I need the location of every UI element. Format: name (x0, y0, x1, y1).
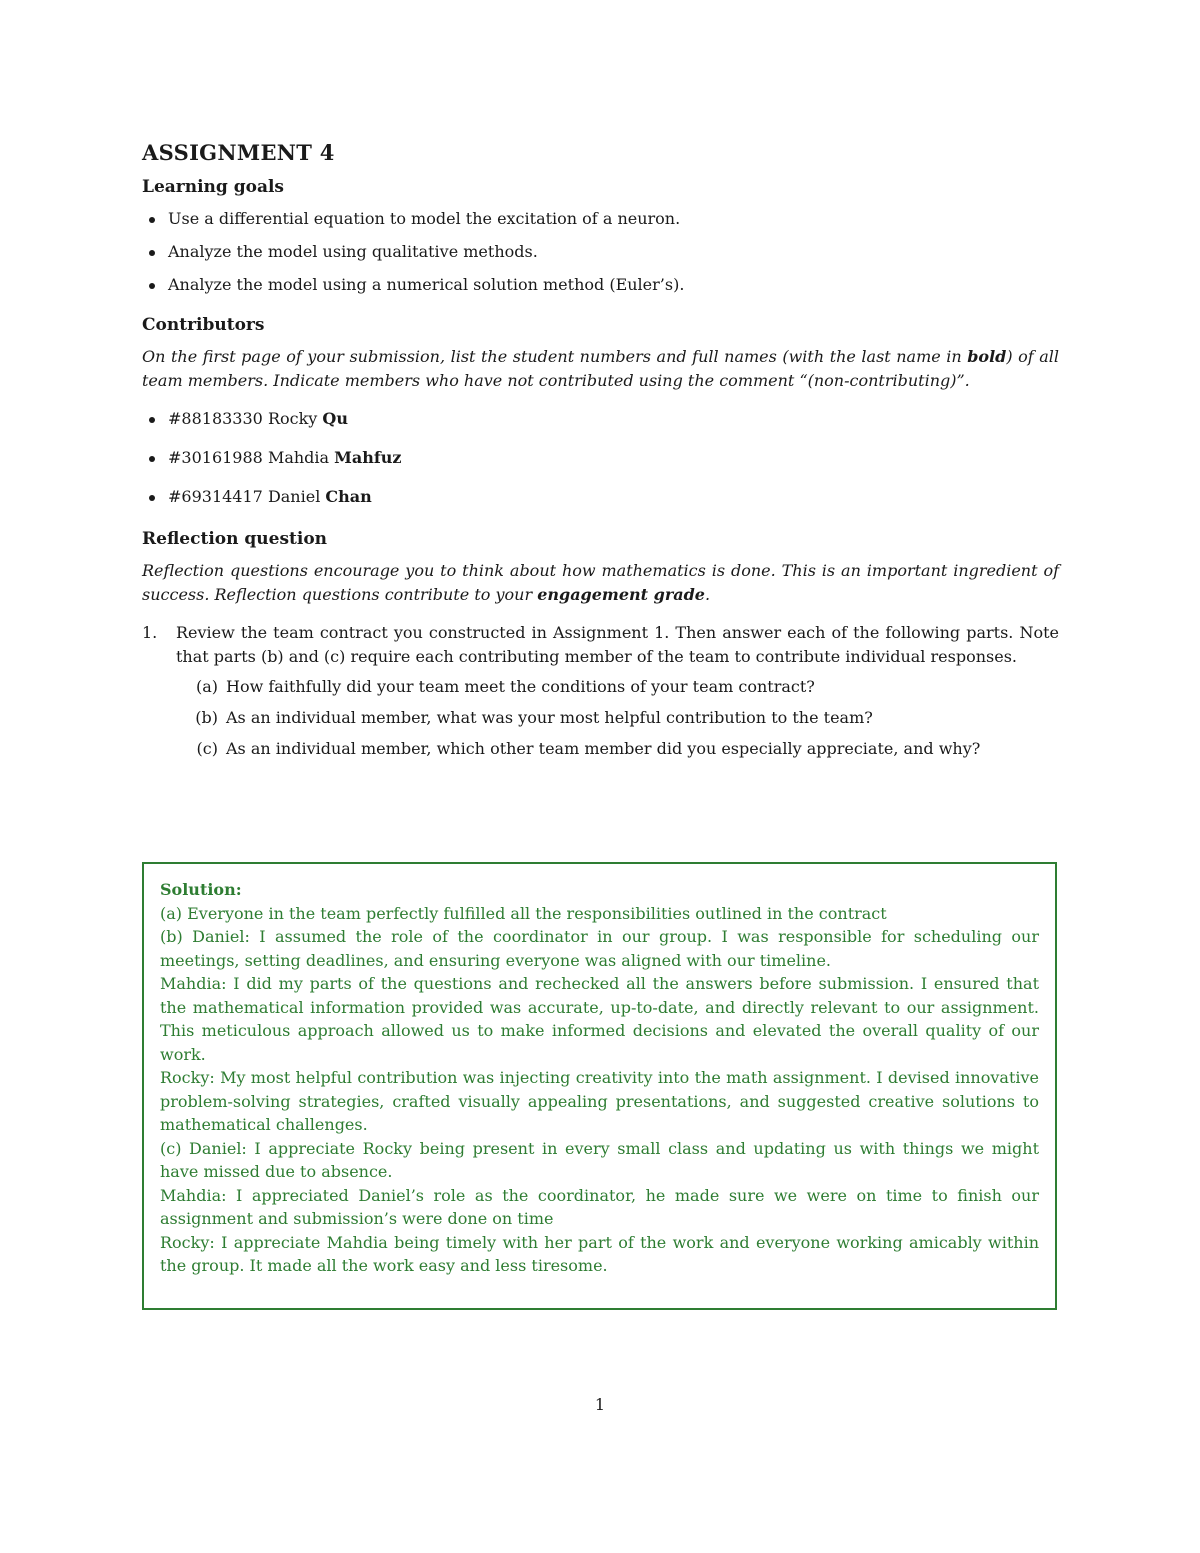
solution-line: (c) Daniel: I appreciate Rocky being present in every small class and updating us with things we might have missed due to absence. (160, 1138, 1039, 1181)
reflection-heading: Reflection question (142, 529, 328, 549)
reflection-intro (142, 559, 1059, 607)
solution-title: Solution: (160, 880, 242, 899)
question-number: 1. (142, 623, 158, 642)
solution-line: (b) Daniel: I assumed the role of the coordinator in our group. I was responsible for scheduling our meetings, setting deadlines, and ensuring everyone was aligned with our timeline. (160, 927, 1039, 970)
members-list (142, 407, 1059, 509)
contributors-heading: Contributors (142, 315, 265, 335)
question-subparts (176, 675, 1059, 761)
subpart-item (176, 737, 1059, 761)
question-item (142, 621, 1059, 768)
member-number: #30161988 (168, 448, 263, 467)
subpart-item (176, 675, 1059, 699)
instruction-text: ) of all team members. Indicate members who have not contributed using the comment “(non-contributing)”. (142, 347, 1059, 390)
learning-goal-item: Analyze the model using a numerical solution method (Euler’s). (168, 273, 1059, 297)
solution-line: Mahdia: I did my parts of the questions and rechecked all the answers before submission. I ensured that the mathematical information provided was accurate, up-to-date, and directly relevant to our assignment. This meticulous approach allowed us to make informed decisions and elevated the overall quality of our work. (160, 974, 1039, 1064)
assignment-title: ASSIGNMENT 4 (142, 140, 335, 165)
subpart-label: (c) (196, 739, 218, 758)
member-item (168, 446, 1059, 470)
member-number: #69314417 (168, 487, 263, 506)
member-item (168, 407, 1059, 431)
subpart-text: How faithfully did your team meet the conditions of your team contract? (226, 677, 815, 696)
learning-goal-item: Analyze the model using qualitative methods. (168, 240, 1059, 264)
question-body (176, 621, 1059, 768)
subpart-item (176, 706, 1059, 730)
member-first-name: Daniel (267, 487, 321, 506)
reflection-intro-text: Reflection questions encourage you to think about how mathematics is done. This is an important ingredient of success. Reflection questions contribute to your (142, 561, 1059, 604)
learning-goal-item: Use a differential equation to model the excitation of a neuron. (168, 207, 1059, 231)
member-item (168, 485, 1059, 509)
question-text: Review the team contract you constructed in Assignment 1. Then answer each of the following parts. Note that parts (b) and (c) require each contributing member of the team to contribute individual responses. (176, 623, 1059, 666)
subpart-label: (b) (195, 708, 218, 727)
member-last-name: Qu (322, 409, 348, 428)
page-number: 1 (594, 1395, 606, 1414)
member-first-name: Rocky (267, 409, 318, 428)
subpart-text: As an individual member, what was your most helpful contribution to the team? (226, 708, 873, 727)
subpart-text: As an individual member, which other team member did you especially appreciate, and why? (226, 739, 981, 758)
member-last-name: Mahfuz (334, 448, 402, 467)
member-first-name: Mahdia (267, 448, 330, 467)
instruction-bold-text: bold (967, 347, 1007, 366)
reflection-intro-bold: engagement grade (537, 585, 705, 604)
solution-line: Rocky: I appreciate Mahdia being timely with her part of the work and everyone working amicably within the group. It made all the work easy and less tiresome. (160, 1232, 1039, 1275)
instruction-text: On the first page of your submission, list the student numbers and full names (with the last name in (142, 347, 968, 366)
document-page (142, 140, 1059, 768)
solution-box (142, 862, 1057, 1310)
reflection-intro-text: . (704, 585, 711, 604)
subpart-label: (a) (195, 677, 218, 696)
solution-line: (a) Everyone in the team perfectly fulfilled all the responsibilities outlined in the contract (160, 903, 887, 923)
solution-line: Rocky: My most helpful contribution was injecting creativity into the math assignment. I devised innovative problem-solving strategies, crafted visually appealing presentations, and suggested creative solutions to mathematical challenges. (160, 1068, 1039, 1134)
member-last-name: Chan (325, 487, 372, 506)
learning-goals-list (142, 207, 1059, 297)
member-number: #88183330 (168, 409, 263, 428)
solution-line: Mahdia: I appreciated Daniel’s role as the coordinator, he made sure we were on time to finish our assignment and submission’s were done on time (160, 1185, 1039, 1228)
learning-goals-heading: Learning goals (142, 177, 284, 197)
contributors-instruction (142, 345, 1059, 393)
